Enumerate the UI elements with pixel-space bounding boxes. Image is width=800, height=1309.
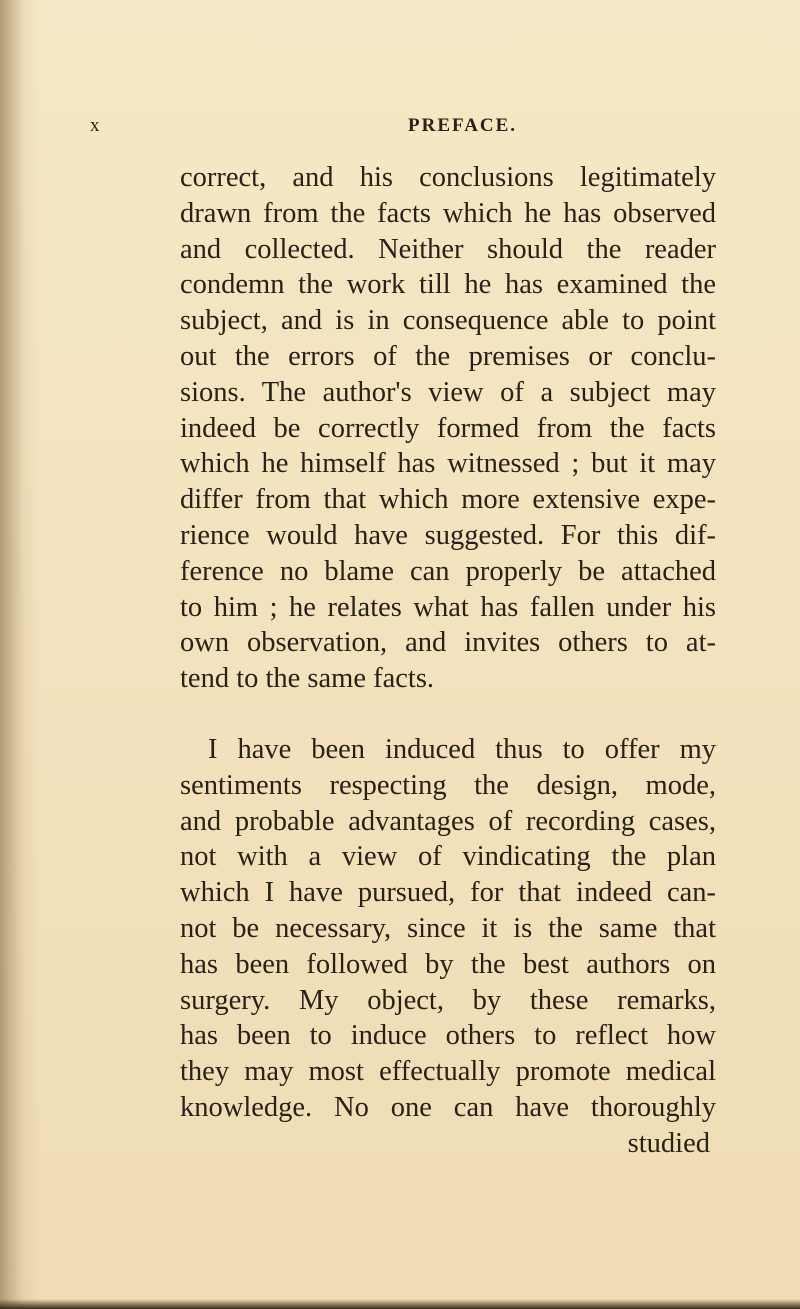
text-line: ference no blame can properly be attached: [180, 555, 716, 587]
text-line: which he himself has witnessed ; but it may: [180, 448, 716, 480]
text-line: surgery. My object, by these remarks,: [180, 984, 716, 1016]
text-line: has been to induce others to reflect how: [180, 1020, 716, 1052]
binding-shadow: [0, 0, 24, 1309]
text-line: they may most effectually promote medical: [180, 1056, 716, 1088]
text-line: sions. The author's view of a subject may: [180, 376, 716, 408]
running-head: PREFACE.: [408, 115, 518, 136]
text-line: I have been induced thus to offer my: [208, 733, 716, 765]
text-line: differ from that which more extensive expe-: [180, 484, 716, 516]
text-line: not be necessary, since it is the same that: [180, 912, 716, 944]
body-text: [180, 160, 720, 1162]
text-line: condemn the work till he has examined the: [180, 269, 716, 301]
paragraph-break: [180, 697, 720, 732]
text-line: out the errors of the premises or conclu-: [180, 340, 716, 372]
text-line: to him ; he relates what has fallen under his: [180, 591, 716, 623]
page-number: x: [90, 115, 102, 136]
text-line: sentiments respecting the design, mode,: [180, 769, 716, 801]
text-line: has been followed by the best authors on: [180, 948, 716, 980]
text-line: indeed be correctly formed from the facts: [180, 412, 716, 444]
text-line: and collected. Neither should the reader: [180, 233, 716, 265]
text-line: subject, and is in consequence able to point: [180, 305, 716, 337]
text-line: correct, and his conclusions legitimately: [180, 162, 716, 193]
text-line: not with a view of vindicating the plan: [180, 841, 716, 873]
text-line: and probable advantages of recording cases,: [180, 805, 716, 837]
text-line: own observation, and invites others to at-: [180, 627, 716, 659]
text-line: drawn from the facts which he has observed: [180, 197, 716, 229]
text-line: which I have pursued, for that indeed can-: [180, 877, 716, 909]
catchword: studied: [627, 1127, 710, 1159]
page-header: [90, 115, 690, 145]
text-line: knowledge. No one can have thoroughly: [180, 1091, 716, 1123]
text-line: rience would have suggested. For this dif-: [180, 519, 716, 551]
text-line: tend to the same facts.: [180, 663, 435, 695]
page-bottom-edge: [0, 1299, 800, 1309]
